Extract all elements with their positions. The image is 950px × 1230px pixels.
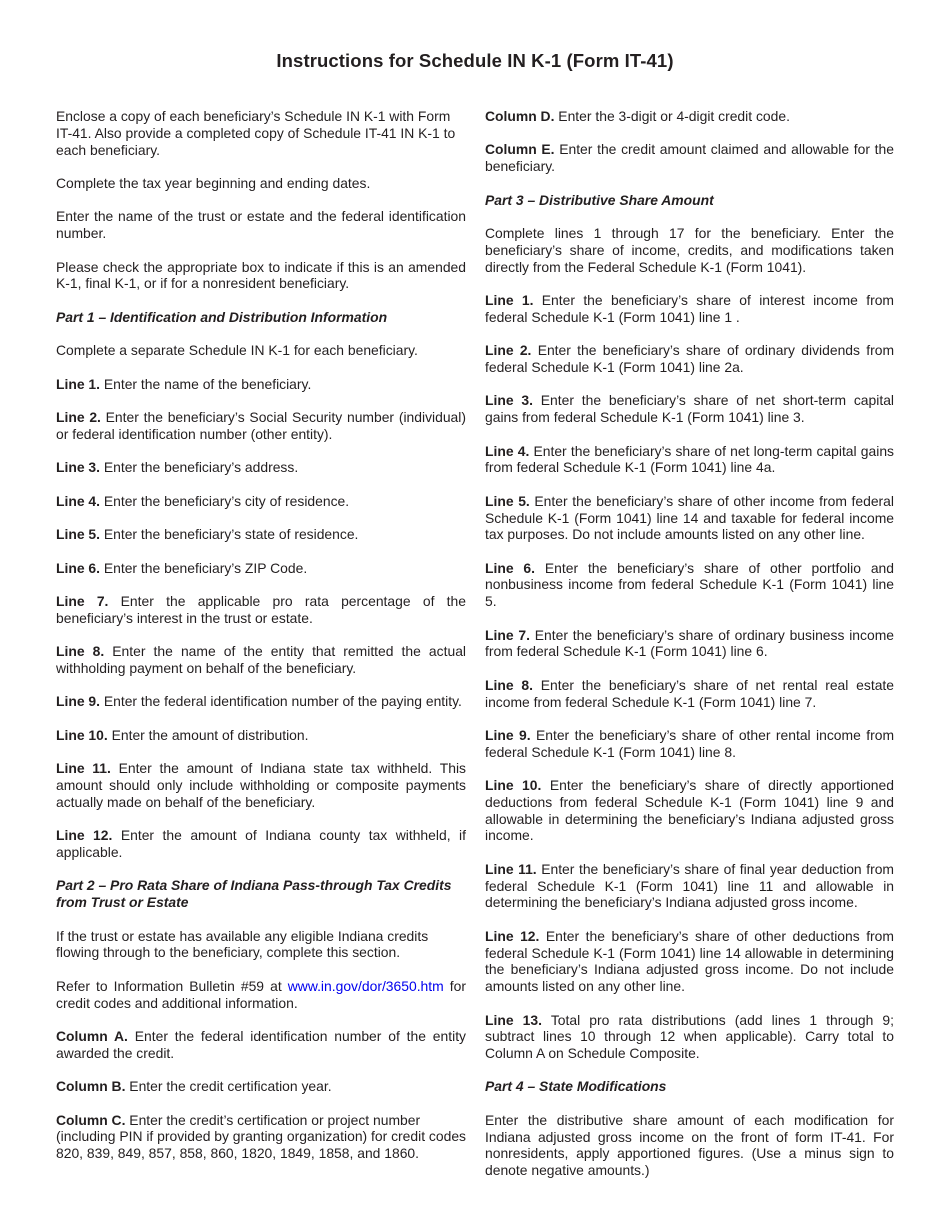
- line-label: Line 9.: [56, 693, 100, 710]
- line-label: Line 3.: [56, 459, 100, 476]
- line-instruction: [56, 593, 466, 627]
- line-label: Line 1.: [485, 292, 534, 308]
- part3-heading: Part 3 – Distributive Share Amount: [485, 191, 714, 208]
- line-instruction: [485, 677, 894, 711]
- line-label: Line 9.: [485, 727, 531, 743]
- refer-paragraph: [56, 978, 466, 1012]
- line-text: Enter the name of the beneficiary.: [100, 375, 312, 392]
- column-text: Enter the federal identification number of the entity awarded the credit.: [56, 1027, 466, 1061]
- refer-text-end: for credit codes and additional information.: [56, 977, 466, 1011]
- column-instruction: [485, 108, 894, 125]
- line-instruction: [485, 392, 894, 426]
- line-label: Line 8.: [485, 676, 533, 693]
- line-instruction: [56, 693, 466, 710]
- column-instruction: [485, 141, 894, 175]
- part3-intro: Complete lines 1 through 17 for the beneficiary. Enter the beneficiary’s share of income, credits, and modifications taken directly from the Federal Schedule K-1 (Form 1041).: [485, 225, 894, 275]
- line-instruction: [56, 727, 466, 744]
- line-text: Enter the name of the entity that remitted the actual withholding payment on behalf of the beneficiary.: [56, 643, 467, 676]
- line-label: Line 5.: [56, 526, 100, 543]
- line-instruction: [485, 861, 894, 911]
- line-text: Enter the beneficiary’s state of residence.: [100, 526, 359, 543]
- line-text: Enter the beneficiary’s city of residence.: [100, 492, 350, 509]
- column-label: Column A.: [56, 1027, 128, 1044]
- part4-intro: Enter the distributive share amount of each modification for Indiana adjusted gross income on the front of form IT-41. For nonresidents, apply apportioned figures. (Use a minus sign to denote negative amounts.): [485, 1111, 894, 1179]
- column-instruction: [56, 1112, 466, 1162]
- part1-heading: Part 1 – Identification and Distribution Information: [56, 308, 388, 325]
- line-text: Enter the beneficiary’s share of net short-term capital gains from federal Schedule K-1 (Form 1041) line 3.: [485, 392, 894, 426]
- line-label: Line 11.: [56, 760, 111, 777]
- line-text: Enter the beneficiary’s share of other income from federal Schedule K-1 (Form 1041) line 14 and taxable for federal income tax purposes. Do not include amounts listed on any other line.: [485, 492, 894, 543]
- line-label: Line 8.: [56, 643, 105, 660]
- right-column: [485, 108, 894, 1196]
- line-instruction: [56, 643, 466, 677]
- line-label: Line 13.: [485, 1011, 542, 1028]
- line-label: Line 10.: [485, 777, 542, 794]
- line-label: Line 12.: [485, 927, 540, 944]
- line-instruction: [56, 827, 466, 861]
- intro-paragraph: Complete the tax year beginning and ending dates.: [56, 174, 371, 191]
- refer-text: Refer to Information Bulletin #59 at: [56, 977, 288, 994]
- line-instruction: [485, 1012, 894, 1062]
- line-label: Line 12.: [56, 827, 113, 844]
- line-text: Enter the beneficiary’s share of net rental real estate income from federal Schedule K-1 (Form 1041) line 7.: [485, 676, 895, 710]
- line-instruction: [56, 493, 466, 510]
- line-label: Line 6.: [485, 559, 536, 576]
- column-text: Enter the credit’s certification or project number (including PIN if provided by granting organization) for credit codes 820, 839, 849, 857, 858, 860, 1820, 1849, 1858, and 1860.: [56, 1111, 466, 1162]
- line-text: Enter the beneficiary’s share of other portfolio and nonbusiness income from federal Schedule K-1 (Form 1041) line 5.: [485, 559, 894, 610]
- line-label: Line 5.: [485, 492, 530, 509]
- line-instruction: [56, 526, 466, 543]
- column-label: Column B.: [56, 1078, 126, 1095]
- line-label: Line 7.: [56, 593, 109, 609]
- line-instruction: [56, 459, 466, 476]
- line-text: Enter the beneficiary’s share of ordinary business income from federal Schedule K-1 (Form 1041) line 6.: [485, 626, 894, 660]
- line-instruction: [56, 409, 466, 443]
- line-instruction: [56, 760, 466, 810]
- line-label: Line 4.: [485, 442, 530, 459]
- line-text: Enter the amount of Indiana county tax withheld, if applicable.: [56, 827, 466, 860]
- line-text: Enter the applicable pro rata percentage of the beneficiary’s interest in the trust or estate.: [56, 593, 466, 626]
- line-text: Enter the beneficiary’s share of interest income from federal Schedule K-1 (Form 1041) line 1 .: [485, 292, 894, 325]
- line-text: Enter the beneficiary’s Social Security number (individual) or federal identification number (other entity).: [56, 409, 466, 442]
- line-instruction: [485, 627, 894, 661]
- column-text: Enter the credit certification year.: [125, 1078, 332, 1095]
- column-instruction: [56, 1078, 466, 1095]
- line-text: Enter the amount of Indiana state tax withheld. This amount should only include withholding or composite payments actually made on behalf of the beneficiary.: [56, 760, 466, 810]
- bulletin-link[interactable]: www.in.gov/dor/3650.htm: [287, 977, 444, 994]
- line-instruction: [485, 727, 894, 761]
- line-text: Enter the beneficiary’s address.: [100, 459, 299, 476]
- line-label: Line 2.: [485, 342, 532, 359]
- page-title: Instructions for Schedule IN K-1 (Form IT-41): [276, 50, 674, 71]
- line-label: Line 6.: [56, 559, 100, 576]
- line-instruction: [485, 292, 894, 326]
- line-instruction: [56, 560, 466, 577]
- line-text: Enter the beneficiary’s share of final year deduction from federal Schedule K-1 (Form 1041) line 11 and allowable in determining the beneficiary’s Indiana adjusted gross income.: [485, 860, 894, 911]
- line-text: Enter the amount of distribution.: [107, 726, 309, 743]
- part2-heading: Part 2 – Pro Rata Share of Indiana Pass-through Tax Credits from Trust or Estate: [56, 877, 452, 911]
- line-label: Line 10.: [56, 726, 108, 743]
- intro-paragraph: Please check the appropriate box to indicate if this is an amended K-1, final K-1, or if for a nonresident beneficiary.: [56, 258, 466, 292]
- column-text: Enter the 3-digit or 4-digit credit code.: [554, 108, 790, 124]
- line-instruction: [485, 443, 894, 477]
- part2-intro: If the trust or estate has available any eligible Indiana credits flowing through to the beneficiary, complete this section.: [56, 927, 429, 961]
- line-instruction: [485, 560, 894, 610]
- line-label: Line 2.: [56, 409, 101, 426]
- column-text: Enter the credit amount claimed and allowable for the beneficiary.: [485, 141, 894, 175]
- part4-heading: Part 4 – State Modifications: [485, 1078, 667, 1095]
- part1-intro: Complete a separate Schedule IN K-1 for each beneficiary.: [56, 342, 418, 359]
- line-text: Total pro rata distributions (add lines 1 through 9; subtract lines 10 through 12 when applicable). Carry total to Column A on Schedule Composite.: [485, 1011, 894, 1061]
- line-instruction: [485, 928, 894, 995]
- line-instruction: [485, 493, 894, 543]
- line-text: Enter the beneficiary’s ZIP Code.: [100, 559, 308, 576]
- line-instruction: [485, 777, 894, 844]
- line-text: Enter the beneficiary’s share of other rental income from federal Schedule K-1 (Form 1041) line 8.: [485, 727, 895, 760]
- line-text: Enter the beneficiary’s share of other deductions from federal Schedule K-1 (Form 1041) line 14 allowable in determining the beneficiary’s Indiana adjusted gross income. Do not include amounts listed on any other line.: [485, 927, 894, 995]
- line-text: Enter the federal identification number of the paying entity.: [100, 693, 462, 710]
- line-instruction: [56, 376, 466, 393]
- column-label: Column C.: [56, 1111, 126, 1128]
- column-instruction: [56, 1028, 466, 1062]
- column-label: Column D.: [485, 108, 555, 124]
- intro-paragraph: Enclose a copy of each beneficiary’s Schedule IN K-1 with Form IT-41. Also provide a completed copy of Schedule IT-41 IN K-1 to each beneficiary.: [56, 108, 456, 158]
- column-label: Column E.: [485, 141, 555, 158]
- line-text: Enter the beneficiary’s share of directly apportioned deductions from federal Schedule K-1 (Form 1041) line 9 and allowable in determining the beneficiary’s Indiana adjusted gross income.: [485, 777, 894, 844]
- line-instruction: [485, 342, 894, 376]
- line-label: Line 1.: [56, 375, 100, 392]
- line-label: Line 7.: [485, 626, 530, 643]
- intro-paragraph: Enter the name of the trust or estate and the federal identification number.: [56, 208, 466, 242]
- line-text: Enter the beneficiary’s share of ordinary dividends from federal Schedule K-1 (Form 1041) line 2a.: [485, 342, 895, 375]
- line-label: Line 3.: [485, 392, 533, 409]
- left-column: [56, 108, 466, 1179]
- line-label: Line 4.: [56, 492, 100, 509]
- line-label: Line 11.: [485, 860, 537, 877]
- line-text: Enter the beneficiary’s share of net long-term capital gains from federal Schedule K-1 (Form 1041) line 4a.: [485, 442, 894, 476]
